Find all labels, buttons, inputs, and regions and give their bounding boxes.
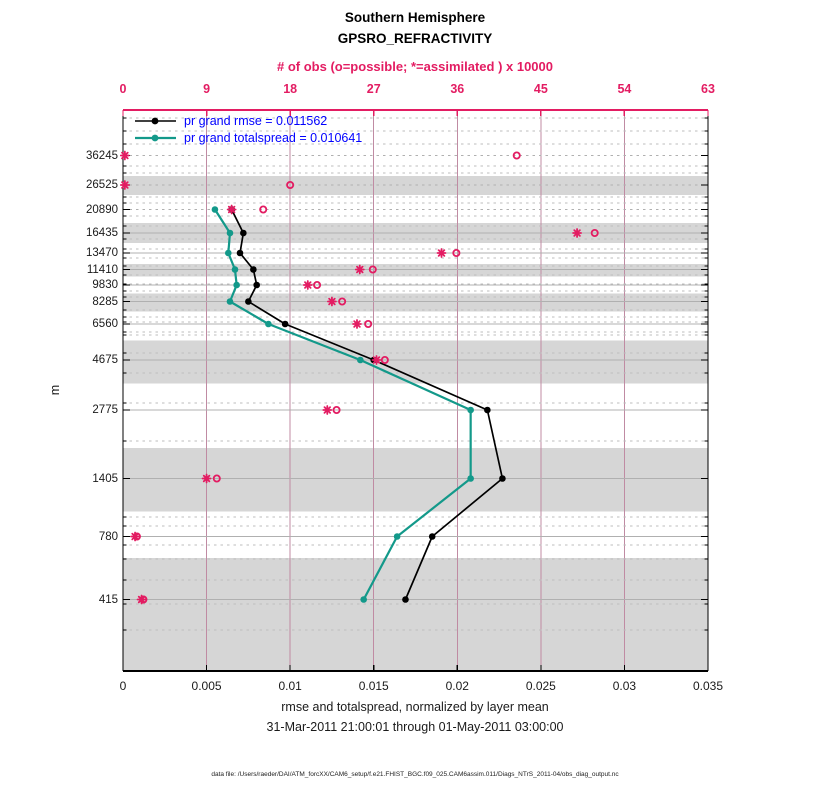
assimilated-asterisk-marker xyxy=(228,206,236,214)
top-tick-label: 0 xyxy=(119,82,127,96)
legend-row-totalspread xyxy=(134,130,362,145)
layer-shading-band xyxy=(123,341,708,384)
y-tick-label: 1405 xyxy=(92,472,118,485)
chart-subtitle: GPSRO_REFRACTIVITY xyxy=(337,31,493,46)
y-tick-label: 26525 xyxy=(86,179,118,191)
y-tick-label: 9830 xyxy=(92,279,118,291)
totalspread-point xyxy=(227,230,234,237)
y-tick-label: 2775 xyxy=(92,404,118,416)
assimilated-asterisk-marker xyxy=(353,320,361,328)
y-tick-label: 415 xyxy=(98,593,118,606)
top-tick-label: 27 xyxy=(366,82,381,96)
rmse-point xyxy=(429,533,436,540)
top-axis-label: # of obs (o=possible; *=assimilated ) x 10000 xyxy=(277,59,553,74)
top-tick-label: 36 xyxy=(450,82,465,96)
y-tick-label: 780 xyxy=(98,530,118,543)
legend-sample-rmse-icon xyxy=(134,116,178,126)
top-tick-label: 18 xyxy=(283,82,298,96)
totalspread-point xyxy=(394,533,401,540)
y-tick-label: 16435 xyxy=(86,227,118,239)
chart-title: Southern Hemisphere xyxy=(344,10,486,25)
layer-shading-band xyxy=(123,294,708,312)
totalspread-point xyxy=(357,357,364,364)
totalspread-point xyxy=(265,321,272,328)
y-tick-label: 36245 xyxy=(86,149,118,162)
legend-label-rmse: pr grand rmse = 0.011562 xyxy=(184,113,328,128)
bottom-tick-label: 0.005 xyxy=(191,679,222,693)
legend xyxy=(134,113,362,145)
bottom-tick-label: 0.02 xyxy=(445,679,469,693)
assimilated-asterisk-marker xyxy=(356,266,364,274)
assimilated-asterisk-marker xyxy=(573,229,581,237)
rmse-point xyxy=(245,298,252,305)
totalspread-point xyxy=(467,407,474,414)
y-tick-label: 8285 xyxy=(92,295,118,308)
assimilated-asterisk-marker xyxy=(121,181,129,189)
rmse-point xyxy=(240,230,247,237)
top-tick-label: 9 xyxy=(203,82,211,96)
rmse-point xyxy=(499,475,506,482)
bottom-tick-label: 0.025 xyxy=(525,679,556,693)
legend-label-totalspread: pr grand totalspread = 0.010641 xyxy=(184,130,363,145)
rmse-point xyxy=(253,282,260,289)
bottom-tick-label: 0.03 xyxy=(612,679,637,693)
x-axis-label: rmse and totalspread, normalized by layer mean xyxy=(281,700,549,714)
totalspread-point xyxy=(212,206,219,213)
bottom-tick-label: 0 xyxy=(119,679,127,693)
assimilated-asterisk-marker xyxy=(304,281,312,289)
bottom-tick-label: 0.035 xyxy=(692,679,724,693)
totalspread-point xyxy=(233,282,240,289)
totalspread-point xyxy=(467,475,474,482)
rmse-point xyxy=(484,407,491,414)
layer-shading-band xyxy=(123,448,708,512)
legend-sample-totalspread-icon xyxy=(134,133,178,143)
top-tick-label: 45 xyxy=(533,82,548,96)
rmse-point xyxy=(237,250,244,257)
y-axis-label: m xyxy=(48,384,63,396)
totalspread-point xyxy=(225,250,232,257)
bottom-tick-label: 0.01 xyxy=(278,679,302,693)
assimilated-asterisk-marker xyxy=(438,249,446,257)
y-tick-label: 4675 xyxy=(92,354,118,366)
top-tick-label: 63 xyxy=(701,82,715,96)
legend-row-rmse xyxy=(134,113,362,128)
assimilated-asterisk-marker xyxy=(323,406,331,414)
y-tick-label: 20890 xyxy=(86,203,118,216)
assimilated-asterisk-marker xyxy=(203,475,211,483)
data-file-path: data file: /Users/raeder/DAI/ATM_forcXX/CAM6_setup/f.e21.FHIST_BGC.f09_025.CAM6assim.011/Diags_NTrS_2011-04/obs_diag_output.nc xyxy=(211,771,619,778)
assimilated-asterisk-marker xyxy=(328,298,336,306)
totalspread-point xyxy=(227,298,234,305)
assimilated-asterisk-marker xyxy=(121,152,129,160)
bottom-tick-label: 0.015 xyxy=(358,679,389,693)
y-tick-label: 6560 xyxy=(92,318,118,330)
y-tick-label: 13470 xyxy=(86,247,118,259)
totalspread-point xyxy=(232,266,239,273)
x-axis-date-range: 31-Mar-2011 21:00:01 through 01-May-2011 03:00:00 xyxy=(266,720,564,734)
rmse-point xyxy=(282,321,289,328)
y-tick-label: 11410 xyxy=(86,263,118,276)
rmse-point xyxy=(250,266,257,273)
assimilated-asterisk-marker xyxy=(373,356,381,364)
totalspread-point xyxy=(360,596,367,603)
rmse-point xyxy=(402,596,409,603)
top-tick-label: 54 xyxy=(617,82,632,96)
